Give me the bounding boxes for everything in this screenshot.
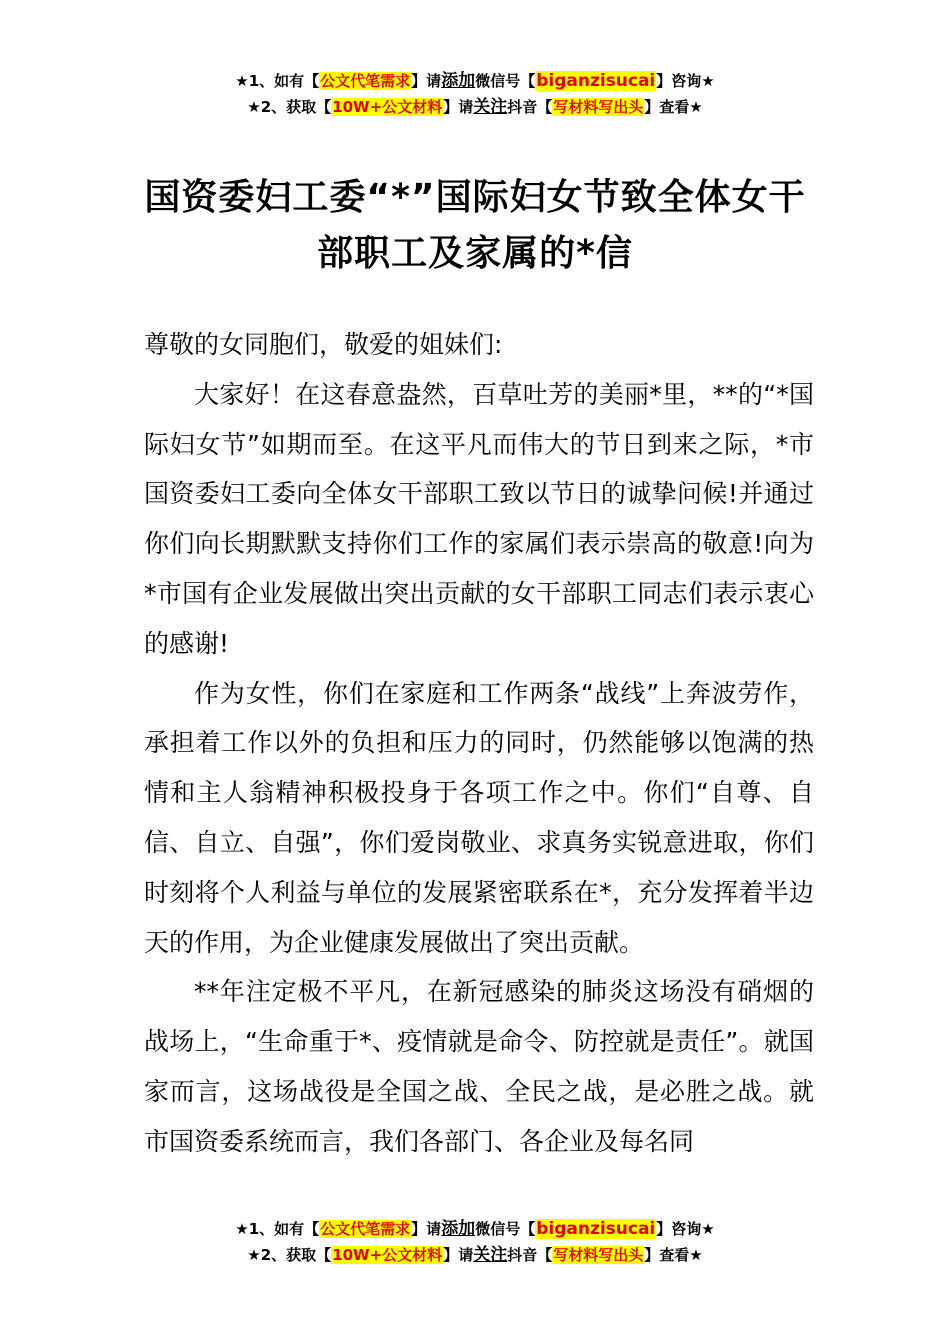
header-banner [0, 68, 950, 120]
wechat-id: biganzisucai [536, 71, 656, 91]
document-title [140, 170, 810, 282]
highlight-text: 10W+公文材料 [332, 98, 443, 116]
salutation: 尊敬的女同胞们，敬爱的姐妹们: [144, 330, 503, 359]
paragraph: **年注定极不平凡，在新冠感染的肺炎这场没有硝烟的战场上，“生命重于*、疫情就是命令、防控就是责任”。就国家而言，这场战役是全国之战、全民之战，是必胜之战。就市国资委系统而言，我们各部门、各企业及每名同 [144, 977, 814, 1156]
douyin-account: 写材料写出头 [553, 98, 644, 116]
highlight-text: 公文代笔需求 [320, 1220, 411, 1238]
banner-line-2: ★2、获取【10W+公文材料】请关注抖音【写材料写出头】查看★ [247, 1245, 703, 1265]
footer-banner [0, 1216, 950, 1268]
banner-line-1: ★1、如有【公文代笔需求】请添加微信号【biganzisucai】咨询★ [235, 71, 715, 91]
title-line-1: 国资委妇工委“*”国际妇女节致全体女干 [144, 177, 806, 218]
highlight-text: 10W+公文材料 [332, 1246, 443, 1264]
title-line-2: 部职工及家属的*信 [317, 233, 633, 274]
banner-line-2: ★2、获取【10W+公文材料】请关注抖音【写材料写出头】查看★ [247, 97, 703, 117]
wechat-id: biganzisucai [536, 1219, 656, 1239]
douyin-account: 写材料写出头 [553, 1246, 644, 1264]
banner-line-1: ★1、如有【公文代笔需求】请添加微信号【biganzisucai】咨询★ [235, 1219, 715, 1239]
highlight-text: 公文代笔需求 [320, 72, 411, 90]
paragraph: 作为女性，你们在家庭和工作两条“战线”上奔波劳作，承担着工作以外的负担和压力的同时，仍然能够以饱满的热情和主人翁精神积极投身于各项工作之中。你们“自尊、自信、自立、自强”，你们爱岗敬业、求真务实锐意进取，你们时刻将个人利益与单位的发展紧密联系在*，充分发挥着半边天的作用，为企业健康发展做出了突出贡献。 [144, 678, 814, 957]
letter-body [144, 320, 814, 1167]
paragraph: 大家好！在这春意盎然，百草吐芳的美丽*里，**的“*国际妇女节”如期而至。在这平凡而伟大的节日到来之际，*市国资委妇工委向全体女干部职工致以节日的诚挚问候!并通过你们向长期默默支持你们工作的家属们表示崇高的敬意!向为*市国有企业发展做出突出贡献的女干部职工同志们表示衷心的感谢! [144, 379, 814, 658]
